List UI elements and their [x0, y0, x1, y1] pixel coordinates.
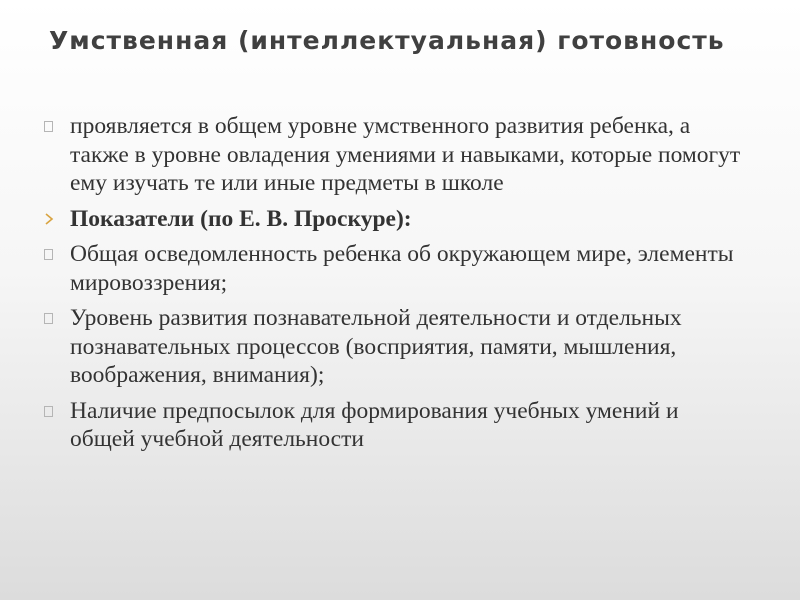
list-item — [44, 397, 744, 454]
list-item — [44, 205, 744, 234]
chevron-bullet-icon — [44, 213, 54, 225]
list-item-text: Общая осведомленность ребенка об окружающем мире, элементы мировоззрения; — [70, 241, 734, 296]
list-item — [44, 112, 744, 198]
list-item-text: Уровень развития познавательной деятельности и отдельных познавательных процессов (восприятия, памяти, мышления, воображения, внимания); — [70, 305, 682, 388]
slide-title: Умственная (интеллектуальная) готовность — [49, 26, 725, 55]
list-item-text: Показатели (по Е. В. Проскуре): — [70, 205, 412, 232]
square-bullet-icon — [44, 313, 53, 324]
square-bullet-icon — [44, 121, 53, 132]
list-item — [44, 240, 744, 297]
square-bullet-icon — [44, 406, 53, 417]
list-item — [44, 304, 744, 390]
bullet-list — [44, 112, 744, 461]
list-item-text: Наличие предпосылок для формирования учебных умений и общей учебной деятельности — [70, 397, 679, 452]
list-item-text: проявляется в общем уровне умственного развития ребенка, а также в уровне овладения умениями и навыками, которые помогут ему изучать те или иные предметы в школе — [70, 113, 741, 196]
square-bullet-icon — [44, 249, 53, 260]
